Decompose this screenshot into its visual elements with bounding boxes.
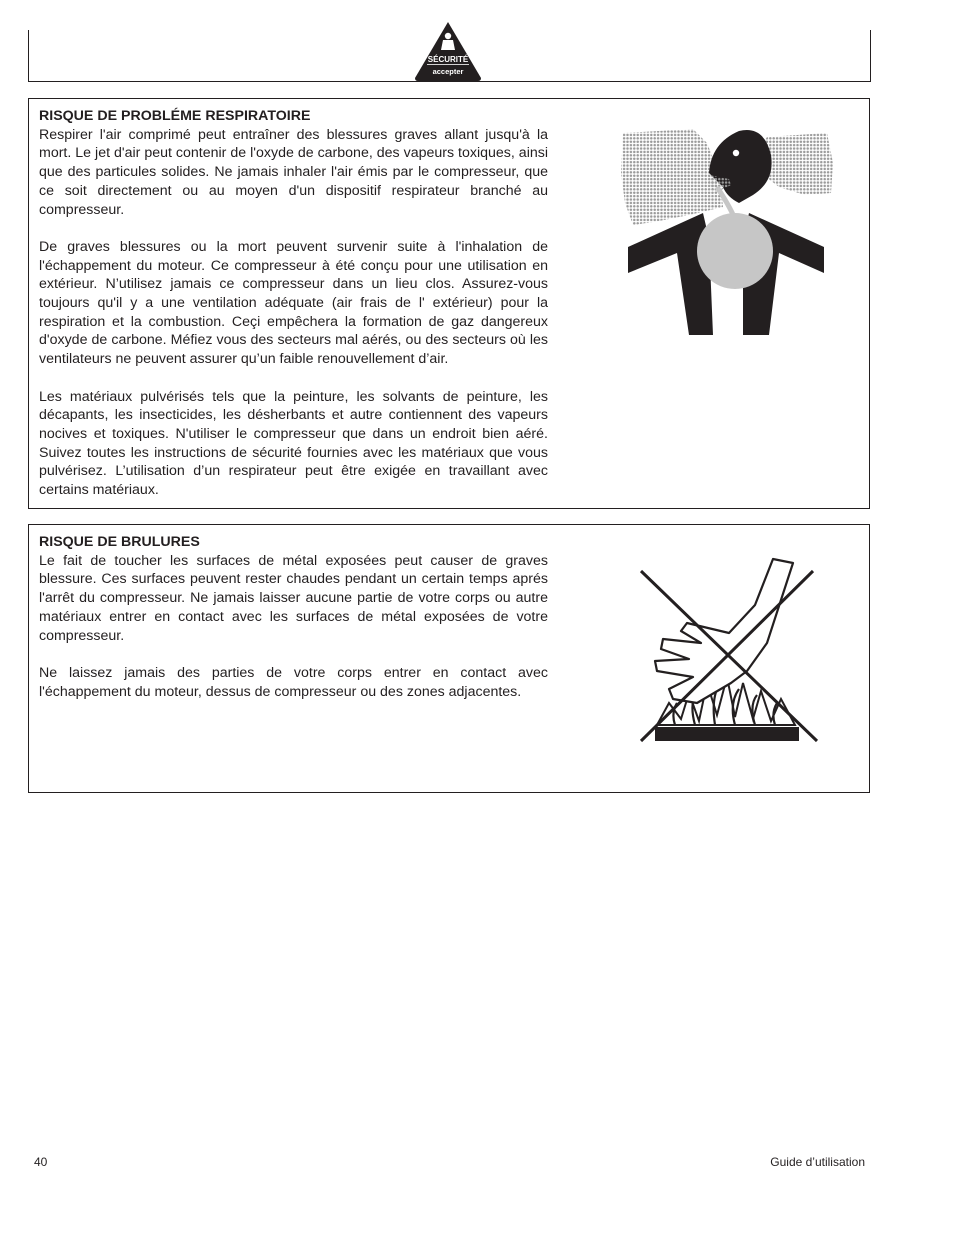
safety-triangle-icon: [413, 20, 483, 82]
respiratory-paragraph-3: Les matériaux pulvérisés tels que la peinture, les solvants de peinture, les décapants, les insecticides, les désherbants et autre contiennent des vapeurs nocives et toxiques. N'utiliser le compresseur que dans un endroit bien aéré. Suivez toutes les instructions de sécurité fournies avec les matériaux que vous pulvérisez. L’utilisation d’un respirateur peut être exigée en travaillant avec certains matériaux.: [39, 388, 548, 499]
respiratory-text: [39, 107, 548, 500]
burn-text: [39, 533, 548, 701]
burn-title: RISQUE DE BRULURES: [39, 534, 200, 550]
respiratory-paragraph-2: De graves blessures ou la mort peuvent survenir suite à l'inhalation de l'échappement du moteur. Ce compresseur à été conçu pour une utilisation en extérieur. N’utilisez jamais ce compresseur dans un lieu clos. Assurez-vous toujours qu'il y a une ventilation adéquate (air frais de l' extérieur) pour la respiration et la combustion. Ceçi empêchera la formation de gaz dangereux d'oxyde de carbone. Méfiez vous des secteurs mal aérés, ou des secteurs où les ventilateurs ne peuvent assurer qu’un faible renouvellement d’air.: [39, 238, 548, 368]
guide-label: Guide d’utilisation: [770, 1155, 865, 1169]
badge-subtitle: accepter: [432, 67, 464, 76]
inhalation-hazard-icon: [619, 123, 833, 335]
hot-surface-no-touch-icon: [635, 553, 831, 749]
respiratory-paragraph-1: Respirer l'air comprimé peut entraîner des blessures graves allant jusqu'à la mort. Le jet d'air peut contenir de l'oxyde de carbone, des vapeurs toxiques, ainsi que des particules solides. Ne jamais inhaler l'air émis par le compresseur, que ce soit directement ou au moyen d'un dispositif respirateur branché au compresseur.: [39, 126, 548, 218]
safety-badge: [413, 20, 483, 82]
burn-paragraph-2: Ne laissez jamais des parties de votre corps entrer en contact avec l'échappement du moteur, dessus de compresseur ou des zones adjacentes.: [39, 664, 548, 700]
page-number: 40: [34, 1155, 48, 1169]
respiratory-hazard-panel: [28, 98, 870, 509]
badge-title: SÉCURITÉ: [427, 55, 469, 64]
burn-paragraph-1: Le fait de toucher les surfaces de métal exposées peut causer de graves blessure. Ces surfaces peuvent rester chaudes pendant un certain temps aprés l'arrêt du compresseur. Ne jamais laisser aucune partie de votre corps ou autre matériaux entrer en contact avec les surfaces de métal exposées de votre compresseur.: [39, 552, 548, 644]
burn-hazard-panel: [28, 524, 870, 793]
respiratory-title: RISQUE DE PROBLÉME RESPIRATOIRE: [39, 108, 311, 124]
